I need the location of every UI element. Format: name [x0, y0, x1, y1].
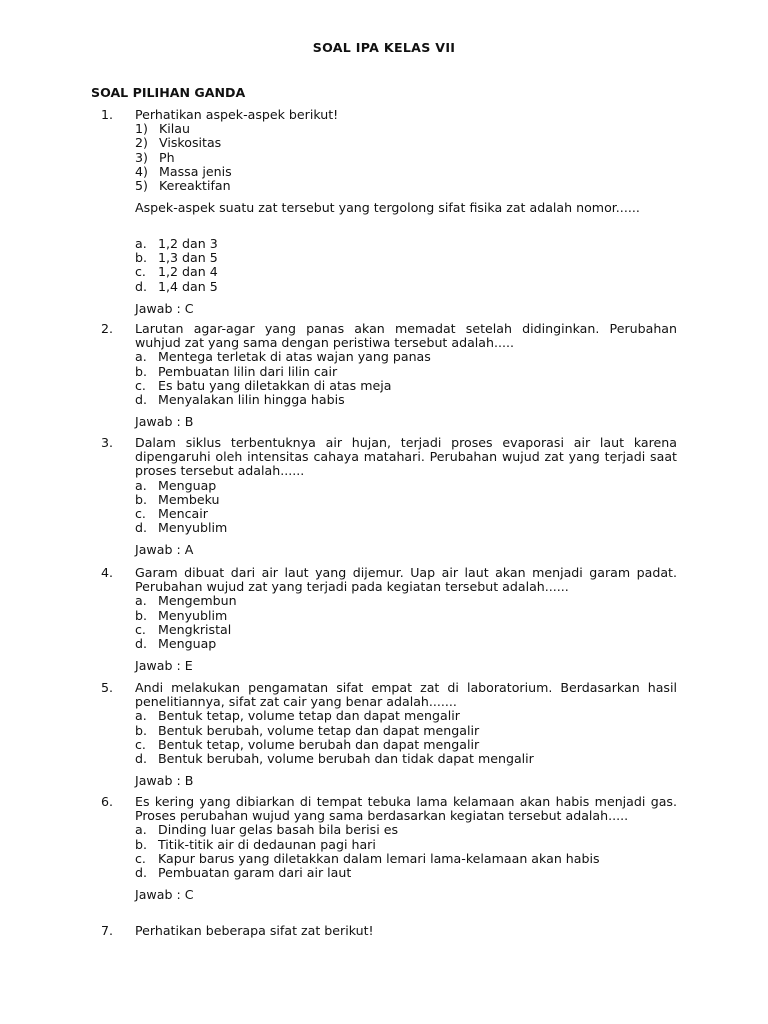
question-text: Garam dibuat dari air laut yang dijemur. Uap air laut akan menjadi garam padat. Perubahan wujud zat yang terjadi pada kegiatan tersebut adalah...... [135, 565, 677, 595]
question-number: 4. [101, 565, 114, 580]
answer-key: Jawab : B [135, 414, 194, 430]
question-text: Perhatikan aspek-aspek berikut! [135, 107, 339, 122]
option-label: a. [135, 477, 147, 493]
item-label: 3) [135, 149, 148, 165]
option [135, 623, 677, 637]
question-number: 7. [101, 923, 114, 938]
aspect-item [135, 165, 677, 179]
option [135, 479, 677, 493]
option-text: Menyublim [158, 607, 228, 623]
option-text: Menyalakan lilin hingga habis [158, 392, 345, 408]
option-text: Bentuk berubah, volume tetap dan dapat mengalir [158, 722, 480, 738]
option [135, 637, 677, 651]
option-text: Mengkristal [158, 621, 232, 637]
option-label: c. [135, 621, 146, 637]
option [135, 507, 677, 521]
option [135, 350, 677, 364]
option-text: 1,3 dan 5 [158, 250, 218, 266]
section-heading: SOAL PILIHAN GANDA [91, 85, 246, 100]
option [135, 738, 677, 752]
option-label: b. [135, 607, 147, 623]
question-text: Larutan agar-agar yang panas akan memadat setelah didinginkan. Perubahan wuhjud zat yang sama dengan peristiwa tersebut adalah..... [135, 321, 677, 351]
option-label: b. [135, 250, 147, 266]
answer-key: Jawab : C [135, 300, 194, 316]
option [135, 866, 677, 880]
option-label: d. [135, 278, 147, 294]
option-label: a. [135, 822, 147, 838]
option-text: 1,2 dan 3 [158, 236, 218, 251]
option-text: Bentuk tetap, volume berubah dan dapat mengalir [158, 736, 480, 752]
option [135, 709, 677, 723]
option [135, 823, 677, 837]
option [135, 237, 677, 251]
option-label: d. [135, 520, 147, 536]
option-label: b. [135, 722, 147, 738]
option [135, 852, 677, 866]
answer-key: Jawab : C [135, 887, 194, 903]
option [135, 280, 677, 294]
document-title: SOAL IPA KELAS VII [312, 40, 456, 55]
question-number: 6. [101, 794, 114, 809]
question-text: Perhatikan beberapa sifat zat berikut! [135, 923, 374, 938]
aspect-item [135, 151, 677, 165]
option-label: c. [135, 377, 146, 393]
question-number: 2. [101, 321, 114, 336]
item-text: Viskositas [159, 135, 222, 151]
item-text: Kilau [159, 121, 190, 137]
option [135, 379, 677, 393]
answer-key: Jawab : B [135, 773, 194, 789]
option-text: Pembuatan lilin dari lilin cair [158, 363, 338, 379]
option-label: d. [135, 392, 147, 408]
item-label: 4) [135, 163, 148, 179]
option-text: Bentuk berubah, volume berubah dan tidak dapat mengalir [158, 751, 534, 767]
option-label: c. [135, 506, 146, 522]
aspect-item [135, 122, 677, 136]
answer-key: Jawab : E [135, 658, 193, 674]
question-text: Andi melakukan pengamatan sifat empat zat di laboratorium. Berdasarkan hasil penelitiannya, sifat zat cair yang benar adalah....... [135, 680, 677, 710]
option-text: Mengembun [158, 593, 237, 609]
item-label: 2) [135, 135, 148, 151]
option [135, 609, 677, 623]
option-label: c. [135, 264, 146, 280]
item-text: Kereaktifan [159, 178, 231, 194]
option-label: b. [135, 491, 147, 507]
option-text: Dinding luar gelas basah bila berisi es [158, 822, 399, 838]
option-text: Bentuk tetap, volume tetap dan dapat mengalir [158, 708, 460, 724]
option [135, 265, 677, 279]
option [135, 594, 677, 608]
option-label: a. [135, 236, 147, 251]
item-text: Ph [159, 149, 175, 165]
option-text: Pembuatan garam dari air laut [158, 865, 352, 881]
item-label: 5) [135, 178, 148, 194]
option [135, 251, 677, 265]
option-label: d. [135, 636, 147, 652]
option-text: Menguap [158, 477, 217, 493]
option-text: Menguap [158, 636, 217, 652]
item-label: 1) [135, 121, 148, 137]
option [135, 521, 677, 535]
option-label: a. [135, 708, 147, 724]
aspect-item [135, 136, 677, 150]
answer-key: Jawab : A [135, 542, 194, 558]
option-text: Titik-titik air di dedaunan pagi hari [158, 836, 376, 852]
option [135, 365, 677, 379]
question-stem: Aspek-aspek suatu zat tersebut yang tergolong sifat fisika zat adalah nomor...... [135, 200, 640, 215]
option [135, 493, 677, 507]
option-label: d. [135, 865, 147, 881]
option-text: Membeku [158, 491, 220, 507]
option [135, 393, 677, 407]
option-text: Es batu yang diletakkan di atas meja [158, 377, 392, 393]
option-text: Mencair [158, 506, 208, 522]
option-text: Mentega terletak di atas wajan yang panas [158, 349, 431, 365]
option-text: 1,2 dan 4 [158, 264, 218, 280]
option-label: d. [135, 751, 147, 767]
option-label: a. [135, 349, 147, 365]
question-number: 5. [101, 680, 114, 695]
option-label: c. [135, 736, 146, 752]
question-text: Dalam siklus terbentuknya air hujan, terjadi proses evaporasi air laut karena dipengaruhi oleh intensitas cahaya matahari. Perubahan wujud zat yang terjadi saat proses tersebut adalah...... [135, 435, 677, 479]
option [135, 838, 677, 852]
option [135, 752, 677, 766]
option-label: c. [135, 850, 146, 866]
item-text: Massa jenis [159, 163, 232, 179]
question-number: 3. [101, 435, 114, 450]
option-text: Menyublim [158, 520, 228, 536]
option [135, 724, 677, 738]
question-text: Es kering yang dibiarkan di tempat tebuka lama kelamaan akan habis menjadi gas. Proses perubahan wujud yang sama berdasarkan kegiatan tersebut adalah..... [135, 794, 677, 824]
aspect-item [135, 179, 677, 193]
question-number: 1. [101, 107, 114, 122]
option-label: b. [135, 363, 147, 379]
option-label: b. [135, 836, 147, 852]
option-text: 1,4 dan 5 [158, 278, 218, 294]
option-label: a. [135, 593, 147, 609]
option-text: Kapur barus yang diletakkan dalam lemari lama-kelamaan akan habis [158, 850, 600, 866]
